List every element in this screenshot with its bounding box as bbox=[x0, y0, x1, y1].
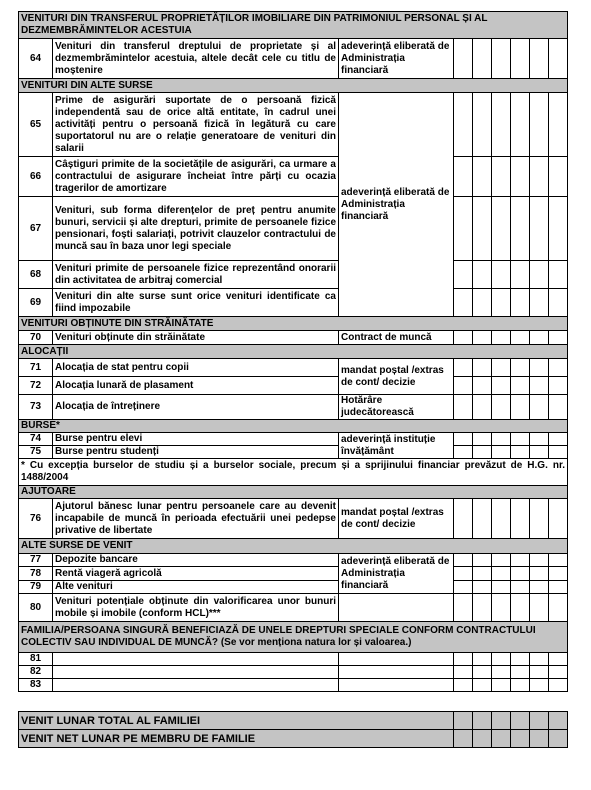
row-document: Hotărâre judecătorească bbox=[339, 395, 454, 420]
footnote-row bbox=[19, 459, 568, 486]
row-document: adeverință eliberată de Administrația financiară bbox=[339, 554, 454, 594]
row-number: 75 bbox=[19, 446, 53, 459]
value-cell[interactable] bbox=[473, 679, 492, 692]
row-number: 69 bbox=[19, 289, 53, 317]
value-cell[interactable] bbox=[492, 433, 511, 446]
net-row bbox=[19, 730, 568, 748]
value-cell[interactable] bbox=[549, 679, 568, 692]
section-title: AJUTOARE bbox=[19, 486, 568, 499]
value-cell[interactable] bbox=[549, 289, 568, 317]
value-cell[interactable] bbox=[511, 567, 530, 581]
value-cell[interactable] bbox=[511, 594, 530, 622]
value-cell[interactable] bbox=[454, 197, 473, 261]
value-cell[interactable] bbox=[492, 93, 511, 157]
value-cell[interactable] bbox=[473, 377, 492, 395]
row-number: 78 bbox=[19, 567, 53, 581]
table-row bbox=[19, 261, 568, 289]
value-cell[interactable] bbox=[549, 554, 568, 567]
value-cell[interactable] bbox=[492, 567, 511, 581]
value-cell[interactable] bbox=[549, 499, 568, 539]
row-document: mandat poștal /extras de cont/ decizie bbox=[339, 359, 454, 395]
row-description: Venituri primite de persoanele fizice reprezentând onorarii din activitatea de arbitraj comercial bbox=[53, 261, 339, 289]
table-row bbox=[19, 93, 568, 157]
table-row bbox=[19, 331, 568, 345]
section-title: VENITURI DIN TRANSFERUL PROPRIETĂȚILOR IMOBILIARE DIN PATRIMONIUL PERSONAL ȘI AL DEZMEMBRĂMINTELOR ACESTUIA bbox=[19, 12, 568, 39]
section-header bbox=[19, 345, 568, 359]
value-cell[interactable] bbox=[454, 446, 473, 459]
value-cell[interactable] bbox=[492, 730, 511, 748]
table-row bbox=[19, 359, 568, 377]
value-cell[interactable] bbox=[473, 433, 492, 446]
row-number: 81 bbox=[19, 653, 53, 666]
section-header bbox=[19, 79, 568, 93]
row-number: 83 bbox=[19, 679, 53, 692]
table-row bbox=[19, 433, 568, 446]
row-description: Câștiguri primite de la societățile de asigurări, ca urmare a contractului de asigurare încheiat între părți cu ocazia tragerilor de amortizare bbox=[53, 157, 339, 197]
table-row bbox=[19, 157, 568, 197]
entry-cell[interactable] bbox=[53, 666, 339, 679]
value-cell[interactable] bbox=[549, 93, 568, 157]
table-row bbox=[19, 567, 568, 581]
value-cell[interactable] bbox=[473, 93, 492, 157]
section-header bbox=[19, 317, 568, 331]
value-cell[interactable] bbox=[530, 331, 549, 345]
value-cell[interactable] bbox=[530, 581, 549, 594]
income-table bbox=[18, 11, 568, 692]
value-cell[interactable] bbox=[473, 157, 492, 197]
value-cell[interactable] bbox=[473, 39, 492, 79]
value-cell[interactable] bbox=[530, 712, 549, 730]
value-cell[interactable] bbox=[530, 730, 549, 748]
value-cell[interactable] bbox=[530, 289, 549, 317]
value-cell[interactable] bbox=[530, 359, 549, 377]
value-cell[interactable] bbox=[511, 712, 530, 730]
value-cell[interactable] bbox=[473, 666, 492, 679]
row-number: 77 bbox=[19, 554, 53, 567]
value-cell[interactable] bbox=[492, 653, 511, 666]
value-cell[interactable] bbox=[454, 581, 473, 594]
table-row bbox=[19, 594, 568, 622]
value-cell[interactable] bbox=[454, 39, 473, 79]
row-description: Venituri potențiale obținute din valorificarea unor bunuri mobile și imobile (conform HCL)*** bbox=[53, 594, 339, 622]
value-cell[interactable] bbox=[473, 261, 492, 289]
value-cell[interactable] bbox=[492, 499, 511, 539]
value-cell[interactable] bbox=[473, 446, 492, 459]
value-cell[interactable] bbox=[473, 197, 492, 261]
value-cell[interactable] bbox=[454, 261, 473, 289]
value-cell[interactable] bbox=[530, 197, 549, 261]
value-cell[interactable] bbox=[511, 581, 530, 594]
row-number: 74 bbox=[19, 433, 53, 446]
value-cell[interactable] bbox=[530, 433, 549, 446]
table-row bbox=[19, 666, 568, 679]
value-cell[interactable] bbox=[473, 581, 492, 594]
value-cell[interactable] bbox=[511, 499, 530, 539]
value-cell[interactable] bbox=[511, 730, 530, 748]
value-cell[interactable] bbox=[549, 377, 568, 395]
totals-table bbox=[18, 711, 568, 748]
section-title: ALTE SURSE DE VENIT bbox=[19, 539, 568, 554]
value-cell[interactable] bbox=[492, 594, 511, 622]
value-cell[interactable] bbox=[454, 712, 473, 730]
bursary-footnote: * Cu excepția burselor de studiu și a burselor sociale, precum și a sprijinului financiar prevăzut de H.G. nr. 1488/2004 bbox=[19, 459, 568, 486]
value-cell[interactable] bbox=[511, 157, 530, 197]
value-cell[interactable] bbox=[454, 433, 473, 446]
value-cell[interactable] bbox=[530, 39, 549, 79]
section-header bbox=[19, 486, 568, 499]
section-header bbox=[19, 12, 568, 39]
value-cell[interactable] bbox=[549, 39, 568, 79]
row-number: 80 bbox=[19, 594, 53, 622]
value-cell[interactable] bbox=[511, 395, 530, 420]
value-cell[interactable] bbox=[473, 395, 492, 420]
value-cell[interactable] bbox=[549, 261, 568, 289]
value-cell[interactable] bbox=[454, 666, 473, 679]
value-cell[interactable] bbox=[530, 93, 549, 157]
value-cell[interactable] bbox=[454, 395, 473, 420]
section-header bbox=[19, 622, 568, 653]
value-cell[interactable] bbox=[549, 730, 568, 748]
section-title: FAMILIA/PERSOANA SINGURĂ BENEFICIAZĂ DE UNELE DREPTURI SPECIALE CONFORM CONTRACTULUI COLECTIV SAU INDIVIDUAL DE MUNCĂ? (Se vor menționa natura lor și valoarea.) bbox=[19, 622, 568, 653]
value-cell[interactable] bbox=[549, 594, 568, 622]
value-cell[interactable] bbox=[549, 666, 568, 679]
table-row bbox=[19, 554, 568, 567]
value-cell[interactable] bbox=[511, 261, 530, 289]
value-cell[interactable] bbox=[530, 594, 549, 622]
section-header bbox=[19, 539, 568, 554]
net-income-label: VENIT NET LUNAR PE MEMBRU DE FAMILIE bbox=[19, 730, 454, 748]
value-cell[interactable] bbox=[492, 446, 511, 459]
table-row bbox=[19, 581, 568, 594]
row-description: Rentă viageră agricolă bbox=[53, 567, 339, 581]
value-cell[interactable] bbox=[454, 359, 473, 377]
value-cell[interactable] bbox=[530, 395, 549, 420]
value-cell[interactable] bbox=[549, 446, 568, 459]
table-row bbox=[19, 289, 568, 317]
value-cell[interactable] bbox=[454, 499, 473, 539]
value-cell[interactable] bbox=[473, 594, 492, 622]
row-description: Ajutorul bănesc lunar pentru persoanele care au devenit incapabile de muncă în perioada efectuării unei pedepse privative de libertate bbox=[53, 499, 339, 539]
value-cell[interactable] bbox=[530, 446, 549, 459]
value-cell[interactable] bbox=[549, 359, 568, 377]
value-cell[interactable] bbox=[530, 679, 549, 692]
value-cell[interactable] bbox=[549, 712, 568, 730]
value-cell[interactable] bbox=[530, 653, 549, 666]
value-cell[interactable] bbox=[511, 679, 530, 692]
row-number: 79 bbox=[19, 581, 53, 594]
row-description: Burse pentru elevi bbox=[53, 433, 339, 446]
value-cell[interactable] bbox=[492, 395, 511, 420]
value-cell[interactable] bbox=[530, 499, 549, 539]
value-cell[interactable] bbox=[454, 679, 473, 692]
value-cell[interactable] bbox=[454, 377, 473, 395]
value-cell[interactable] bbox=[511, 197, 530, 261]
table-row bbox=[19, 679, 568, 692]
row-description: Venituri obținute din străinătate bbox=[53, 331, 339, 345]
value-cell[interactable] bbox=[473, 554, 492, 567]
row-number: 73 bbox=[19, 395, 53, 420]
table-row bbox=[19, 197, 568, 261]
value-cell[interactable] bbox=[511, 359, 530, 377]
entry-cell[interactable] bbox=[53, 653, 339, 666]
row-number: 65 bbox=[19, 93, 53, 157]
row-number: 82 bbox=[19, 666, 53, 679]
entry-cell[interactable] bbox=[53, 679, 339, 692]
entry-cell[interactable] bbox=[339, 666, 454, 679]
row-description: Venituri, sub forma diferențelor de preț pentru anumite bunuri, servicii și alte drepturi, primite de persoanele fizice pensionari, foști salariați, potrivit clauzelor contractului de muncă sau în baza unor legi speciale bbox=[53, 197, 339, 261]
row-number: 70 bbox=[19, 331, 53, 345]
table-row bbox=[19, 499, 568, 539]
value-cell[interactable] bbox=[473, 712, 492, 730]
section-title: VENITURI OBȚINUTE DIN STRĂINĂTATE bbox=[19, 317, 568, 331]
value-cell[interactable] bbox=[492, 581, 511, 594]
row-description: Prime de asigurări suportate de o persoană fizică independentă sau de orice altă entitate, în cadrul unei activități pentru o persoană fizică în legătură cu care suportatorul nu are o relație generatoare de venituri din salarii bbox=[53, 93, 339, 157]
value-cell[interactable] bbox=[492, 39, 511, 79]
section-title: BURSE* bbox=[19, 420, 568, 433]
row-description: Alocația lunară de plasament bbox=[53, 377, 339, 395]
value-cell[interactable] bbox=[511, 289, 530, 317]
value-cell[interactable] bbox=[511, 666, 530, 679]
value-cell[interactable] bbox=[492, 331, 511, 345]
value-cell[interactable] bbox=[549, 433, 568, 446]
section-title: ALOCAȚII bbox=[19, 345, 568, 359]
row-number: 68 bbox=[19, 261, 53, 289]
value-cell[interactable] bbox=[492, 197, 511, 261]
value-cell[interactable] bbox=[492, 679, 511, 692]
value-cell[interactable] bbox=[473, 499, 492, 539]
value-cell[interactable] bbox=[473, 359, 492, 377]
value-cell[interactable] bbox=[549, 653, 568, 666]
table-row bbox=[19, 377, 568, 395]
row-description: Alte venituri bbox=[53, 581, 339, 594]
value-cell[interactable] bbox=[454, 93, 473, 157]
value-cell[interactable] bbox=[492, 666, 511, 679]
row-number: 72 bbox=[19, 377, 53, 395]
value-cell[interactable] bbox=[473, 289, 492, 317]
value-cell[interactable] bbox=[454, 653, 473, 666]
value-cell[interactable] bbox=[530, 261, 549, 289]
value-cell[interactable] bbox=[511, 653, 530, 666]
section-header bbox=[19, 420, 568, 433]
value-cell[interactable] bbox=[454, 331, 473, 345]
value-cell[interactable] bbox=[454, 567, 473, 581]
section-title: VENITURI DIN ALTE SURSE bbox=[19, 79, 568, 93]
row-description: Alocația de întreținere bbox=[53, 395, 339, 420]
value-cell[interactable] bbox=[511, 554, 530, 567]
row-description: Alocația de stat pentru copii bbox=[53, 359, 339, 377]
entry-cell[interactable] bbox=[339, 653, 454, 666]
value-cell[interactable] bbox=[492, 289, 511, 317]
value-cell[interactable] bbox=[492, 359, 511, 377]
value-cell[interactable] bbox=[454, 554, 473, 567]
value-cell[interactable] bbox=[454, 730, 473, 748]
value-cell[interactable] bbox=[511, 93, 530, 157]
total-income-label: VENIT LUNAR TOTAL AL FAMILIEI bbox=[19, 712, 454, 730]
value-cell[interactable] bbox=[454, 289, 473, 317]
row-document: adeverință eliberată de Administrația financiară bbox=[339, 93, 454, 317]
row-document: adeverință instituție învățământ bbox=[339, 433, 454, 459]
value-cell[interactable] bbox=[511, 433, 530, 446]
table-row bbox=[19, 395, 568, 420]
table-row bbox=[19, 39, 568, 79]
value-cell[interactable] bbox=[473, 567, 492, 581]
value-cell[interactable] bbox=[530, 377, 549, 395]
row-number: 76 bbox=[19, 499, 53, 539]
row-number: 71 bbox=[19, 359, 53, 377]
value-cell[interactable] bbox=[511, 331, 530, 345]
value-cell[interactable] bbox=[549, 197, 568, 261]
total-row bbox=[19, 712, 568, 730]
value-cell[interactable] bbox=[492, 554, 511, 567]
row-document: adeverință eliberată de Administrația financiară bbox=[339, 39, 454, 79]
value-cell[interactable] bbox=[549, 581, 568, 594]
row-description: Venituri din alte surse sunt orice venituri identificate ca fiind impozabile bbox=[53, 289, 339, 317]
value-cell[interactable] bbox=[511, 39, 530, 79]
value-cell[interactable] bbox=[454, 157, 473, 197]
value-cell[interactable] bbox=[511, 446, 530, 459]
value-cell[interactable] bbox=[530, 567, 549, 581]
value-cell[interactable] bbox=[473, 730, 492, 748]
table-row bbox=[19, 653, 568, 666]
value-cell[interactable] bbox=[549, 395, 568, 420]
value-cell[interactable] bbox=[492, 261, 511, 289]
row-description: Venituri din transferul dreptului de proprietate și al dezmembrămintelor acestuia, altele decât cele cu titlu de moștenire bbox=[53, 39, 339, 79]
row-number: 67 bbox=[19, 197, 53, 261]
value-cell[interactable] bbox=[454, 594, 473, 622]
value-cell[interactable] bbox=[492, 712, 511, 730]
value-cell[interactable] bbox=[492, 377, 511, 395]
value-cell[interactable] bbox=[511, 377, 530, 395]
value-cell[interactable] bbox=[492, 157, 511, 197]
row-document-empty bbox=[339, 594, 454, 622]
entry-cell[interactable] bbox=[339, 679, 454, 692]
value-cell[interactable] bbox=[549, 567, 568, 581]
value-cell[interactable] bbox=[549, 331, 568, 345]
value-cell[interactable] bbox=[530, 157, 549, 197]
value-cell[interactable] bbox=[530, 666, 549, 679]
row-document: Contract de muncă bbox=[339, 331, 454, 345]
row-document: mandat poștal /extras de cont/ decizie bbox=[339, 499, 454, 539]
table-row bbox=[19, 446, 568, 459]
row-description: Depozite bancare bbox=[53, 554, 339, 567]
value-cell[interactable] bbox=[549, 157, 568, 197]
row-description: Burse pentru studenți bbox=[53, 446, 339, 459]
value-cell[interactable] bbox=[473, 653, 492, 666]
value-cell[interactable] bbox=[473, 331, 492, 345]
row-number: 66 bbox=[19, 157, 53, 197]
value-cell[interactable] bbox=[530, 554, 549, 567]
row-number: 64 bbox=[19, 39, 53, 79]
